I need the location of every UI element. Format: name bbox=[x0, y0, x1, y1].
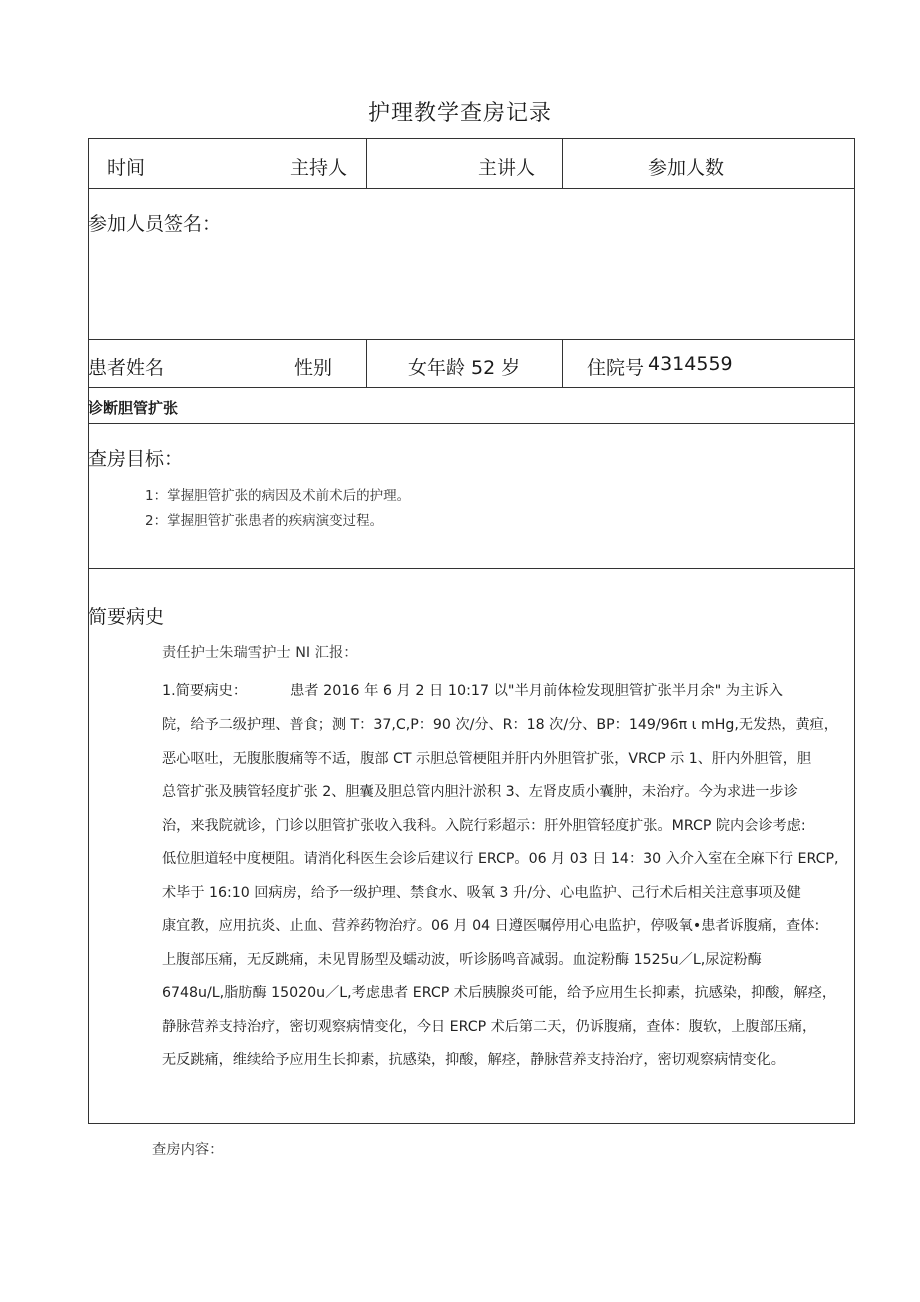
time-label: 时间 bbox=[107, 157, 146, 179]
admission-no-label: 住院号 bbox=[587, 357, 645, 379]
goal-item: 1：掌握胆管扩张的病因及术前术后的护理。 bbox=[145, 488, 411, 504]
column-divider bbox=[562, 138, 563, 188]
admission-no-value: 4314559 bbox=[648, 353, 733, 375]
history-item-label: 1.简要病史： bbox=[162, 683, 248, 699]
history-line: 静脉营养支持治疗，密切观察病情变化，今日 ERCP 术后第二天，仍诉腹痛，查体：腹软，上腹部压痛， bbox=[162, 1018, 817, 1035]
signature-label: 参加人员签名： bbox=[88, 213, 222, 235]
round-content-label: 查房内容： bbox=[152, 1142, 224, 1158]
reporter-line: 责任护士朱瑞雪护士 NI 汇报： bbox=[162, 645, 358, 661]
row-divider bbox=[88, 423, 855, 424]
row-divider bbox=[88, 339, 855, 340]
history-heading: 简要病史 bbox=[88, 606, 165, 628]
goals-heading: 查房目标： bbox=[88, 448, 184, 470]
attendee-count-label: 参加人数 bbox=[648, 157, 725, 179]
history-line: 术毕于 16:10 回病房，给予一级护理、禁食水、吸氧 3 升/分、心电监护、己行术后相关注意事项及健 bbox=[162, 884, 801, 901]
history-line: 低位胆道轻中度梗阻。请消化科医生会诊后建议行 ERCP。06 月 03 日 14：30 入介入室在全麻下行 ERCP, bbox=[162, 851, 839, 867]
gender-label: 性别 bbox=[294, 357, 333, 379]
diagnosis-text: 诊断胆管扩张 bbox=[88, 399, 179, 417]
history-line: 6748u/L,脂肪酶 15020u／L,考虑患者 ERCP 术后胰腺炎可能，给予应用生长抑素，抗感染，抑酸，解痉， bbox=[162, 985, 837, 1001]
column-divider bbox=[366, 138, 367, 188]
goal-item: 2：掌握胆管扩张患者的疾病演变过程。 bbox=[145, 513, 384, 529]
row-divider bbox=[88, 568, 855, 569]
gender-age-value: 女年龄 52 岁 bbox=[408, 357, 521, 379]
history-line: 总管扩张及胰管轻度扩张 2、胆囊及胆总管内胆汁淤积 3、左肾皮质小囊肿，未治疗。今为求进一步诊 bbox=[162, 784, 798, 800]
history-line: 无反跳痛，维续给予应用生长抑素，抗感染，抑酸，解痉，静脉营养支持治疗，密切观察病情变化。 bbox=[162, 1052, 785, 1068]
row-divider bbox=[88, 387, 855, 388]
history-line: 院，给予二级护理、普食；测 T：37,C,P：90 次/分、R：18 次/分、BP：149/96π ι mHg,无发热，黄疸， bbox=[162, 717, 838, 733]
history-line: 上腹部压痛，无反跳痛，未见胃肠型及蠕动波，听诊肠鸣音减弱。血淀粉酶 1525u／L,尿淀粉酶 bbox=[162, 951, 762, 968]
history-line: 康宜教，应用抗炎、止血、营养药物治疗。06 月 04 日遵医嘱停用心电监护，停吸氧•患者诉腹痛，查体: bbox=[162, 918, 820, 934]
page-title: 护理教学查房记录 bbox=[367, 101, 552, 126]
history-first-line: 患者 2016 年 6 月 2 日 10:17 以"半月前体检发现胆管扩张半月余" 为主诉入 bbox=[290, 683, 783, 699]
history-line: 恶心呕吐，无腹胀腹痛等不适，腹部 CT 示胆总管梗阻并肝内外胆管扩张，VRCP 示 1、肝内外胆管，胆 bbox=[162, 750, 812, 767]
patient-name-label: 患者姓名 bbox=[88, 357, 165, 379]
history-body bbox=[162, 709, 856, 1078]
host-label: 主持人 bbox=[290, 157, 348, 179]
column-divider bbox=[366, 339, 367, 387]
history-line: 治，来我院就诊，门诊以胆管扩张收入我科。入院行彩超示：肝外胆管轻度扩张。MRCP 院内会诊考虑: bbox=[162, 817, 806, 834]
row-divider bbox=[88, 188, 855, 189]
lecturer-label: 主讲人 bbox=[478, 157, 536, 179]
column-divider bbox=[562, 339, 563, 387]
